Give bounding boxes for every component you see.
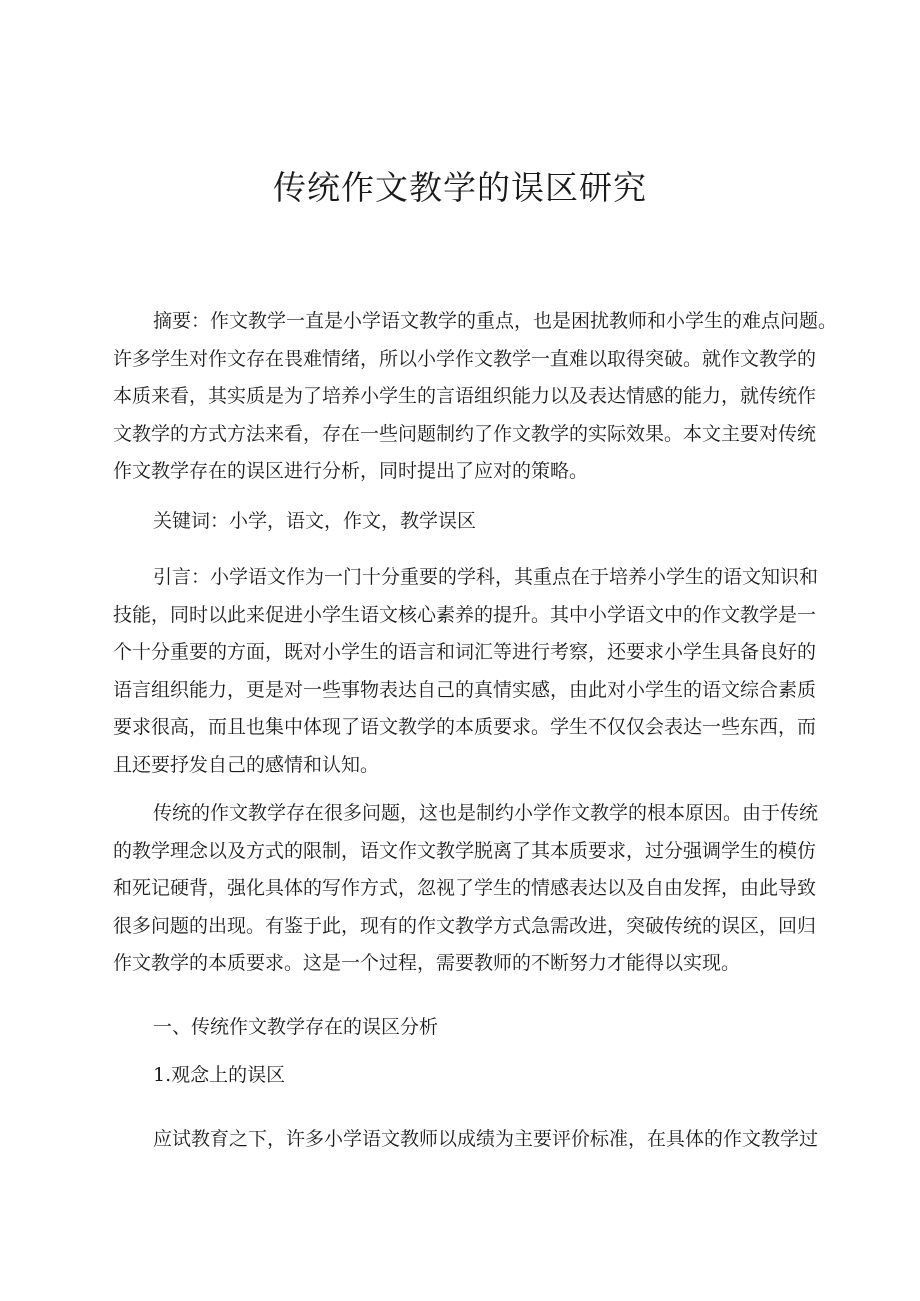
body-line: 作文教学的本质要求。这是一个过程，需要教师的不断努力才能得以实现。: [113, 952, 741, 975]
subsection-heading: [113, 1057, 815, 1095]
introduction-paragraph: [113, 559, 819, 785]
abstract-line: 作文教学存在的误区进行分析，同时提出了应对的策略。: [113, 460, 589, 483]
intro-line: 要求很高，而且也集中体现了语文教学的本质要求。学生不仅仅会表达一些东西，而: [113, 716, 817, 739]
body-line: 很多问题的出现。有鉴于此，现有的作文教学方式急需改进，突破传统的误区，回归: [113, 914, 817, 937]
body-line: 的教学理念以及方式的限制，语文作文教学脱离了其本质要求，过分强调学生的模仿: [113, 839, 817, 862]
section-heading-text: 一、传统作文教学存在的误区分析: [153, 1016, 439, 1038]
body-line: 和死记硬背，强化具体的写作方式，忽视了学生的情感表达以及自由发挥，由此导致: [113, 877, 817, 900]
abstract-line: 文教学的方式方法来看，存在一些问题制约了作文教学的实际效果。本文主要对传统: [113, 422, 817, 445]
intro-line: 个十分重要的方面，既对小学生的语言和词汇等进行考察，还要求小学生具备良好的: [113, 641, 817, 664]
body-line: 传统的作文教学存在很多问题，这也是制约小学作文教学的根本原因。由于传统: [153, 802, 819, 824]
body-paragraph: [113, 1121, 819, 1159]
document-title: 传统作文教学的误区研究: [273, 168, 647, 207]
abstract-line: 许多学生对作文存在畏难情绪，所以小学作文教学一直难以取得突破。就作文教学的: [113, 347, 817, 370]
intro-line: 且还要抒发自己的感情和认知。: [113, 753, 380, 776]
subsection-heading-text: 1.观念上的误区: [153, 1064, 286, 1086]
intro-line: 技能，同时以此来促进小学生语文核心素养的提升。其中小学语文中的作文教学是一: [113, 603, 817, 626]
keywords-paragraph: [113, 503, 815, 541]
intro-line: 语言组织能力，更是对一些事物表达自己的真情实感，由此对小学生的语文综合素质: [113, 678, 817, 701]
keywords-line: 关键词：小学，语文，作文，教学误区: [153, 510, 477, 532]
abstract-line: 摘要：作文教学一直是小学语文教学的重点，也是困扰教师和小学生的难点问题。: [153, 310, 838, 332]
section-heading: [113, 1009, 815, 1047]
body-paragraph: [113, 795, 819, 983]
body-line: 应试教育之下，许多小学语文教师以成绩为主要评价标准，在具体的作文教学过: [153, 1128, 819, 1150]
abstract-paragraph: [113, 303, 838, 491]
abstract-line: 本质来看，其实质是为了培养小学生的言语组织能力以及表达情感的能力，就传统作: [113, 385, 817, 408]
intro-line: 引言：小学语文作为一门十分重要的学科，其重点在于培养小学生的语文知识和: [153, 566, 819, 588]
